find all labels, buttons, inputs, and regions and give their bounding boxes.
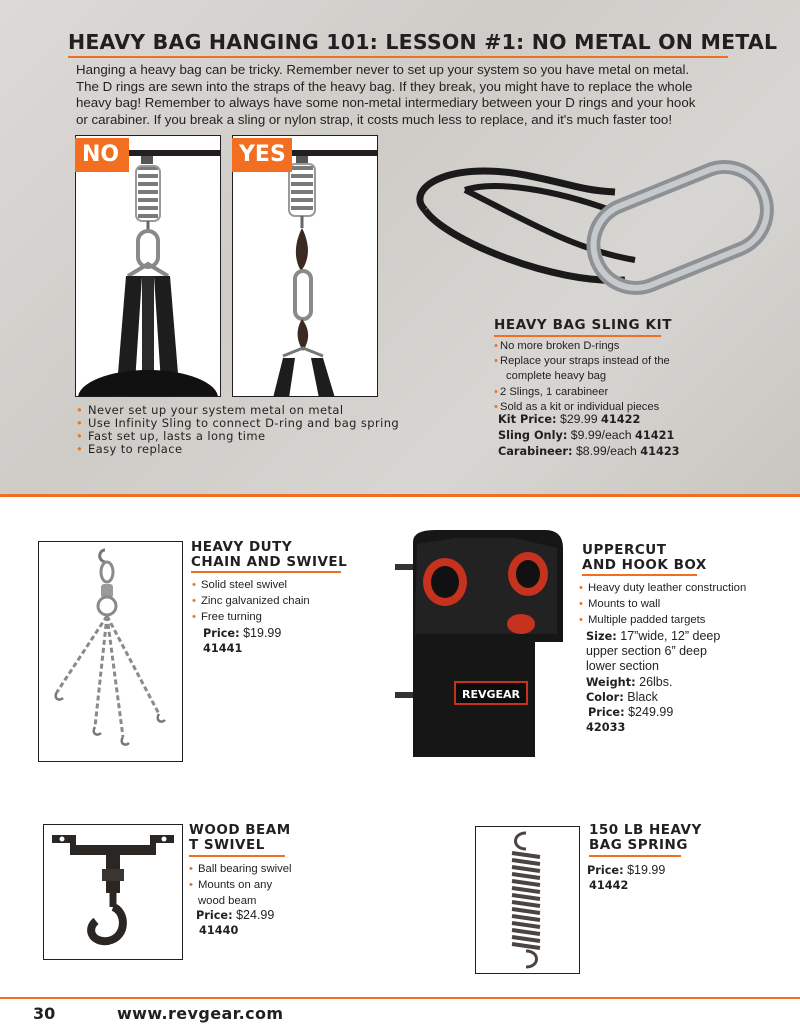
sling-kit-bullets bbox=[494, 339, 694, 415]
sku: 41421 bbox=[635, 429, 675, 442]
intro-line: The D rings are sewn into the straps of the heavy bag. If they break, you might have to replace the whole bbox=[76, 78, 693, 94]
price-value: $29.99 bbox=[559, 412, 598, 426]
yes-label: YES bbox=[232, 138, 292, 172]
beam-swivel-price bbox=[196, 908, 274, 938]
beam-swivel-underline bbox=[189, 855, 285, 857]
uppercut-box-underline bbox=[582, 574, 697, 576]
sling-kit-image bbox=[405, 160, 775, 300]
sku: 41422 bbox=[601, 413, 641, 426]
list-item: • Multiple padded targets bbox=[579, 613, 746, 629]
bag-spring-image-frame bbox=[475, 826, 580, 974]
website-link[interactable]: www.revgear.com bbox=[117, 1004, 284, 1023]
uppercut-box-bullets bbox=[579, 581, 746, 628]
panel-divider bbox=[0, 494, 800, 497]
beam-swivel-bullets bbox=[189, 862, 292, 909]
kit-price-line bbox=[498, 412, 640, 426]
no-label: NO bbox=[75, 138, 129, 172]
price-value: $9.99/each bbox=[570, 428, 632, 442]
uppercut-box-title: UPPERCUT AND HOOK BOX bbox=[582, 542, 707, 573]
list-item: • Easy to replace bbox=[76, 443, 399, 456]
size-value: 17”wide, 12” deep bbox=[620, 629, 721, 643]
list-item: • Zinc galvanized chain bbox=[192, 594, 310, 610]
metal-on-metal-illustration bbox=[76, 136, 221, 397]
list-item: • Replace your straps instead of the complete heavy bag bbox=[494, 354, 694, 384]
size-value: lower section bbox=[586, 659, 659, 674]
footer-divider bbox=[0, 997, 800, 999]
comparison-bullets bbox=[76, 404, 399, 456]
sku: 41442 bbox=[589, 879, 629, 893]
price-label: Carabineer: bbox=[498, 445, 573, 458]
list-item: • Free turning bbox=[192, 610, 310, 626]
uppercut-box-specs bbox=[586, 629, 720, 735]
no-photo bbox=[75, 135, 221, 397]
bag-spring-title: 150 LB HEAVY BAG SPRING bbox=[589, 822, 702, 853]
list-item: • Mounts on any wood beam bbox=[189, 878, 292, 910]
sling-price-line bbox=[498, 428, 674, 442]
sling-kit-title: HEAVY BAG SLING KIT bbox=[494, 317, 673, 333]
sku: 41441 bbox=[203, 642, 243, 656]
bag-spring-price bbox=[587, 863, 665, 893]
price-label: Price: bbox=[203, 627, 240, 640]
price-label: Price: bbox=[588, 706, 625, 720]
sling-connection-illustration bbox=[233, 136, 378, 397]
title-underline bbox=[68, 56, 728, 58]
page-number: 30 bbox=[33, 1004, 56, 1023]
chain-swivel-title: HEAVY DUTY CHAIN AND SWIVEL bbox=[191, 539, 348, 570]
list-item: • Heavy duty leather construction bbox=[579, 581, 746, 597]
bag-spring-underline bbox=[589, 855, 681, 857]
chain-swivel-bullets bbox=[192, 578, 310, 625]
price-value: $19.99 bbox=[627, 863, 666, 877]
revgear-logo-text: REVGEAR bbox=[461, 688, 521, 701]
price-value: $24.99 bbox=[236, 908, 275, 922]
sku: 41440 bbox=[199, 924, 239, 938]
carabineer-price-line bbox=[498, 444, 680, 458]
price-label: Price: bbox=[587, 864, 624, 877]
chain-swivel-price bbox=[203, 626, 281, 656]
beam-swivel-title: WOOD BEAM T SWIVEL bbox=[189, 822, 291, 853]
beam-swivel-image bbox=[44, 825, 182, 959]
intro-line: Hanging a heavy bag can be tricky. Remember never to set up your system so you have metal on metal. bbox=[76, 62, 690, 77]
price-label: Price: bbox=[196, 909, 233, 922]
price-label: Sling Only: bbox=[498, 429, 568, 442]
intro-paragraph bbox=[76, 62, 736, 128]
list-item: • 2 Slings, 1 carabineer bbox=[494, 385, 694, 400]
list-item: • Sold as a kit or individual pieces bbox=[494, 400, 694, 415]
yes-photo bbox=[232, 135, 378, 397]
list-item: • Solid steel swivel bbox=[192, 578, 310, 594]
sku: 42033 bbox=[586, 721, 626, 735]
intro-line: heavy bag! Remember to always have some non-metal intermediary between your D rings and your hook bbox=[76, 95, 696, 111]
price-value: $249.99 bbox=[628, 705, 674, 720]
size-label: Size: bbox=[586, 630, 617, 643]
list-item: • No more broken D-rings bbox=[494, 339, 694, 354]
list-item: • Use Infinity Sling to connect D-ring and bag spring bbox=[76, 417, 399, 430]
weight-label: Weight: bbox=[586, 675, 636, 689]
list-item: • Fast set up, lasts a long time bbox=[76, 430, 399, 443]
sling-kit-underline bbox=[494, 335, 661, 337]
price-value: $19.99 bbox=[243, 626, 282, 640]
beam-swivel-image-frame bbox=[43, 824, 183, 960]
list-item: • Never set up your system metal on metal bbox=[76, 404, 399, 417]
size-value: upper section 6” deep bbox=[586, 644, 707, 659]
chain-swivel-image-frame bbox=[38, 541, 183, 762]
color-label: Color: bbox=[586, 690, 624, 704]
list-item: • Ball bearing swivel bbox=[189, 862, 292, 878]
sku: 41423 bbox=[640, 445, 680, 458]
weight-value: 26lbs. bbox=[639, 674, 673, 689]
uppercut-box-image bbox=[395, 522, 570, 774]
color-value: Black bbox=[627, 689, 658, 704]
price-label: Kit Price: bbox=[498, 413, 557, 426]
list-item: • Mounts to wall bbox=[579, 597, 746, 613]
chain-swivel-image bbox=[39, 542, 182, 761]
chain-swivel-underline bbox=[191, 571, 341, 573]
bag-spring-image bbox=[476, 827, 579, 973]
intro-line: or carabiner. If you break a sling or nylon strap, it costs much less to replace, and it's much faster too! bbox=[76, 111, 673, 127]
page-title: HEAVY BAG HANGING 101: LESSON #1: NO METAL ON METAL bbox=[68, 30, 778, 54]
price-value: $8.99/each bbox=[575, 444, 637, 458]
